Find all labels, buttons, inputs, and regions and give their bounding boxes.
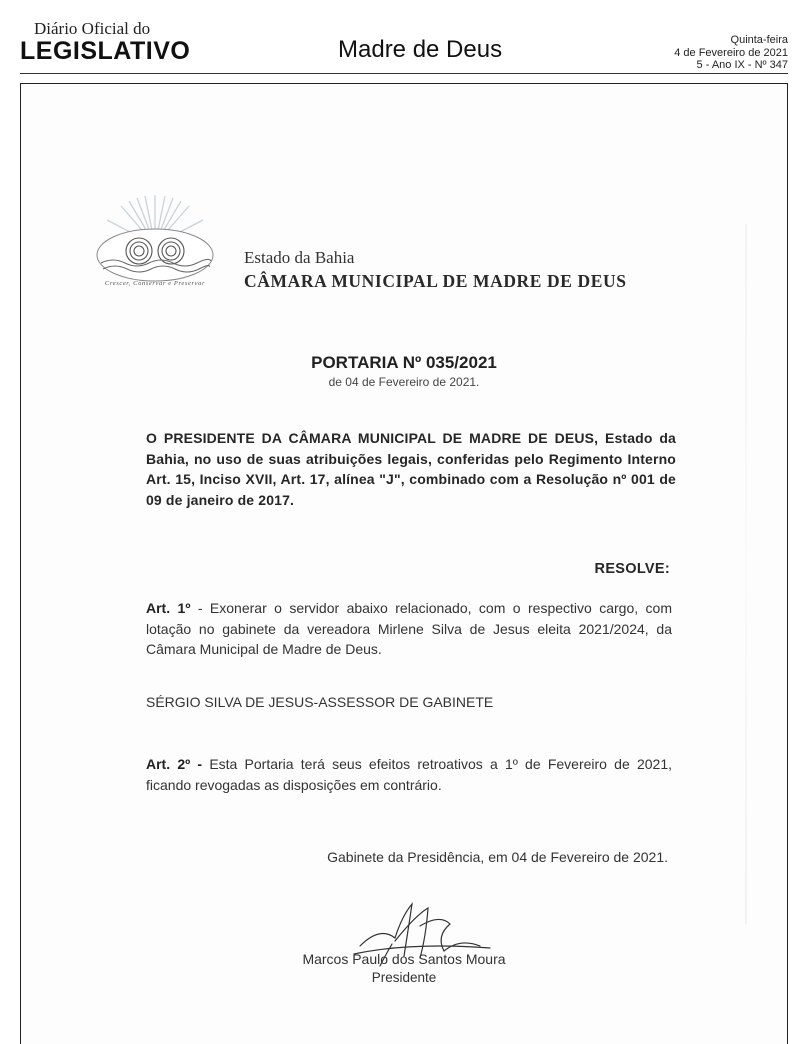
issue-weekday: Quinta-feira bbox=[730, 34, 788, 46]
place-date-line: Gabinete da Presidência, em 04 de Fevereiro de 2021. bbox=[327, 849, 668, 865]
city-title: Madre de Deus bbox=[338, 36, 503, 63]
resolve-heading: RESOLVE: bbox=[594, 561, 670, 577]
article-2-label: Art. 2º - bbox=[146, 756, 203, 772]
newspaper-brand bbox=[20, 19, 191, 65]
article-1 bbox=[146, 598, 672, 660]
issue-number: 5 - Ano IX - Nº 347 bbox=[696, 59, 788, 71]
issue-date: 4 de Fevereiro de 2021 bbox=[674, 46, 788, 59]
state-name: Estado da Bahia bbox=[244, 248, 355, 267]
header-divider bbox=[20, 73, 788, 74]
article-2 bbox=[146, 754, 672, 795]
article-1-text: - Exonerar o servidor abaixo relacionado, com o respectivo cargo, com lotação no gabinete da vereadora Mirlene Silva de Jesus eleita 2021/2024, da Câmara Municipal de Madre de Deus. bbox=[146, 600, 673, 657]
employee-line: SÉRGIO SILVA DE JESUS-ASSESSOR DE GABINETE bbox=[146, 694, 494, 710]
article-1-label: Art. 1º bbox=[146, 600, 191, 616]
brand-subtitle: Diário Oficial do bbox=[34, 19, 151, 38]
signer-name: Marcos Paulo dos Santos Moura bbox=[302, 951, 506, 967]
signer-role: Presidente bbox=[371, 970, 437, 985]
svg-text:Crescer, Conservar e Preservar: Crescer, Conservar e Preservar bbox=[104, 280, 206, 287]
document-date: de 04 de Fevereiro de 2021. bbox=[328, 375, 480, 389]
brand-title: LEGISLATIVO bbox=[20, 37, 191, 65]
article-2-text: Esta Portaria terá seus efeitos retroativos a 1º de Fevereiro de 2021, ficando revogadas as disposições em contrário. bbox=[146, 756, 673, 793]
institution-heading bbox=[244, 248, 627, 292]
document-title: PORTARIA Nº 035/2021 bbox=[311, 353, 497, 372]
preamble-paragraph: O PRESIDENTE DA CÂMARA MUNICIPAL DE MADRE DE DEUS, Estado da Bahia, no uso de suas atribuições legais, conferidas pelo Regimento Interno Art. 15, Inciso XVII, Art. 17, alínea "J", combinado com a Resolução nº 001 de 09 de janeiro de 2017. bbox=[146, 430, 676, 508]
camara-emblem-icon bbox=[93, 193, 218, 298]
scan-shadow bbox=[745, 224, 747, 924]
issue-info bbox=[674, 34, 788, 72]
institution-name: CÂMARA MUNICIPAL DE MADRE DE DEUS bbox=[244, 271, 627, 291]
